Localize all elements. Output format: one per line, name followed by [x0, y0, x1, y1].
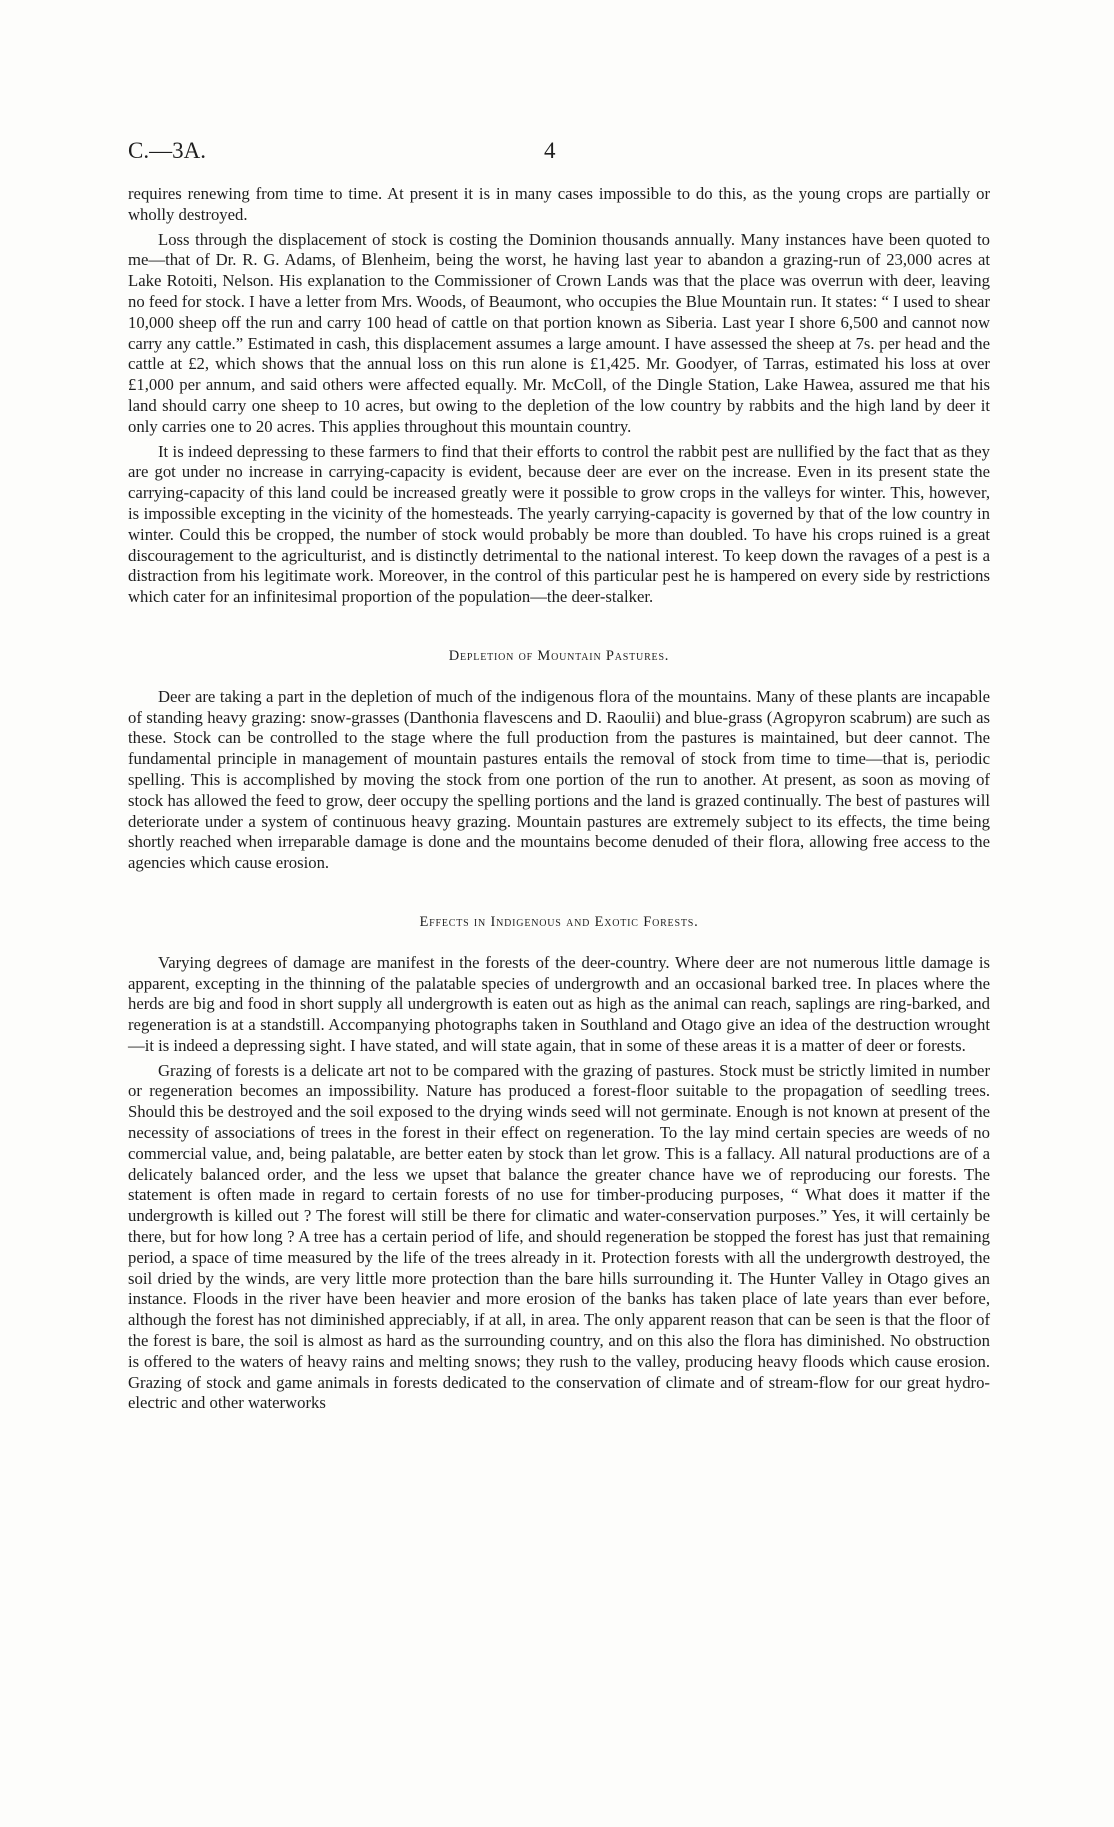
paragraph: Grazing of forests is a delicate art not to be compared with the grazing of pastures. Stock must be strictly limited in number or regeneration becomes an impossibility. Nature has produced a forest-floor suitable to the propagation of seedling trees. Should this be destroyed and the soil exposed to the drying winds seed will not germinate. Enough is not known at present of the necessity of associations of trees in the forest in their effect on regeneration. To the lay mind certain species are weeds of no commercial value, and, being palatable, are better eaten by stock than let grow. This is a fallacy. All natural productions are of a delicately balanced order, and the less we upset that balance the greater chance have we of reproducing our forests. The statement is often made in regard to certain forests of no use for timber-producing purposes, “ What does it matter if the undergrowth is killed out ? The forest will still be there for climatic and water-conservation purposes.” Yes, it will certainly be there, but for how long ? A tree has a certain period of life, and should regeneration be stopped the forest has just that remaining period, a space of time measured by the life of the trees already in it. Protection forests with all the undergrowth destroyed, the soil dried by the winds, are very little more protection than the bare hills surrounding it. The Hunter Valley in Otago gives an instance. Floods in the river have been heavier and more erosion of the banks has taken place of late years than ever before, although the forest has not diminished appreciably, if at all, in area. The only apparent reason that can be seen is that the floor of the forest is bare, the soil is almost as hard as the surrounding country, and on this also the flora has diminished. No obstruction is offered to the waters of heavy rains and melting snows; they rush to the valley, producing heavy floods which cause erosion. Grazing of stock and game animals in forests dedicated to the conservation of climate and of stream-flow for our great hydro-electric and other waterworks: [128, 1060, 990, 1413]
paragraph: requires renewing from time to time. At present it is in many cases impossible to do this, as the young crops are partially or wholly destroyed.: [128, 184, 990, 224]
document-code: C.—3A.: [128, 138, 206, 163]
paragraph: Loss through the displacement of stock is costing the Dominion thousands annually. Many instances have been quoted to me—that of Dr. R. G. Adams, of Blenheim, being the worst, he having last year to abandon a grazing-run of 23,000 acres at Lake Rotoiti, Nelson. His explanation to the Commissioner of Crown Lands was that the place was overrun with deer, leaving no feed for stock. I have a letter from Mrs. Woods, of Beaumont, who occupies the Blue Mountain run. It states: “ I used to shear 10,000 sheep off the run and carry 100 head of cattle on that portion known as Siberia. Last year I shore 6,500 and cannot now carry any cattle.” Estimated in cash, this displacement assumes a large amount. I have assessed the sheep at 7s. per head and the cattle at £2, which shows that the annual loss on this run alone is £1,425. Mr. Goodyer, of Tarras, estimated his loss at over £1,000 per annum, and said others were affected equally. Mr. McColl, of the Dingle Station, Lake Hawea, assured me that his land should carry one sheep to 10 acres, but owing to the depletion of the low country by rabbits and the high land by deer it only carries one to 20 acres. This applies throughout this mountain country.: [128, 229, 990, 436]
page-number: 4: [544, 138, 556, 163]
document-body: [128, 184, 990, 1418]
paragraph: Deer are taking a part in the depletion of much of the indigenous flora of the mountains. Many of these plants are incapable of standing heavy grazing: snow-grasses (Danthonia flavescens and D. Raoulii) and blue-grass (Agropyron scabrum) are such as these. Stock can be controlled to the stage where the full production from the pastures is maintained, but deer cannot. The fundamental principle in management of mountain pastures entails the removal of stock from time to time—that is, periodic spelling. This is accomplished by moving the stock from one portion of the run to another. At present, as soon as moving of stock has allowed the feed to grow, deer occupy the spelling portions and the land is grazed continually. The best of pastures will deteriorate under a system of continuous heavy grazing. Mountain pastures are extremely subject to its effects, the time being shortly reached when irreparable damage is done and the mountains become denuded of their flora, allowing free access to the agencies which cause erosion.: [128, 686, 990, 873]
paragraph: Varying degrees of damage are manifest in the forests of the deer-country. Where deer are not numerous little damage is apparent, excepting in the thinning of the palatable species of undergrowth and an occasional barked tree. In places where the herds are big and food in short supply all undergrowth is eaten out as high as the animal can reach, saplings are ring-barked, and regeneration is at a standstill. Accompanying photographs taken in Southland and Otago give an idea of the destruction wrought—it is indeed a depressing sight. I have stated, and will state again, that in some of these areas it is a matter of deer or forests.: [128, 952, 990, 1055]
section-heading: Effects in Indigenous and Exotic Forests.: [419, 913, 699, 930]
section-heading: Depletion of Mountain Pastures.: [448, 647, 670, 664]
page-header: [0, 138, 1114, 164]
paragraph: It is indeed depressing to these farmers to find that their efforts to control the rabbit pest are nullified by the fact that as they are got under no increase in carrying-capacity is evident, because deer are ever on the increase. Even in its present state the carrying-capacity of this land could be increased greatly were it possible to grow crops in the valleys for winter. This, however, is impossible excepting in the vicinity of the homesteads. The yearly carrying-capacity is governed by that of the low country in winter. Could this be cropped, the number of stock would probably be more than doubled. To have his crops ruined is a great discouragement to the agriculturist, and is distinctly detrimental to the national interest. To keep down the ravages of a pest is a distraction from his legitimate work. Moreover, in the control of this particular pest he is hampered on every side by restrictions which cater for an infinitesimal proportion of the population—the deer-stalker.: [128, 441, 990, 607]
